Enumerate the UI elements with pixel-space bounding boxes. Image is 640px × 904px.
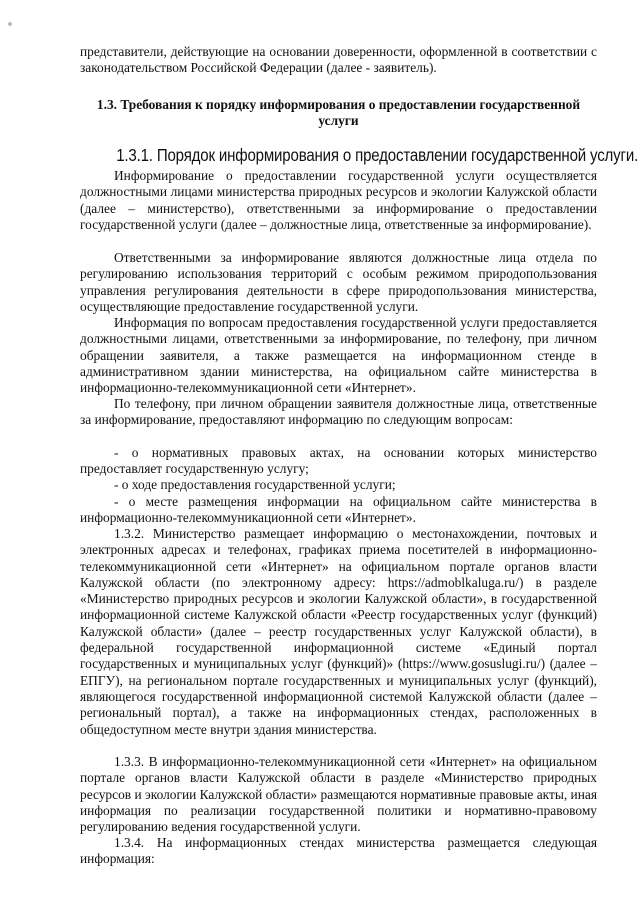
paragraph-responsible: Ответственными за информирование являются должностные лица отдела по регулированию использования территорий с особым режимом природопользования управления регулирования деятельности в сфере природопользования министерства, осуществляющие предоставление государственной услуги. xyxy=(80,250,597,314)
paragraph-informing: Информирование о предоставлении государственной услуги осуществляется должностными лицами министерства природных ресурсов и экологии Калужской области (далее – министерство), ответственными за информирование о предоставлении государственной услуги (далее – должностные лица, ответственные за информирование). xyxy=(80,168,597,232)
paragraph-1-3-3: 1.3.3. В информационно-телекоммуникационной сети «Интернет» на официальном портале органов власти Калужской области в разделе «Министерство природных ресурсов и экологии Калужской области» размещаются нормативные правовые акты, иная информация по реализации государственной политики и нормативно-правовому регулированию ведения государственной услуги. xyxy=(80,754,597,835)
subsection-title: 1.3.1. Порядок информирования о предоставлении государственной услуги. xyxy=(116,145,639,165)
paragraph-info-channels: Информация по вопросам предоставления государственной услуги предоставляется должностными лицами, ответственными за информирование, по телефону, при личном обращении заявителя, а также размещается на информационном стенде в административном здании министерства, на официальном сайте министерства в информационно-телекоммуникационной сети «Интернет». xyxy=(80,315,597,396)
section-title: 1.3. Требования к порядку информирования о предоставлении государственной услуги xyxy=(96,97,581,129)
bullet-website: - о месте размещения информации на официальном сайте министерства в информационно-телекоммуникационной сети «Интернет». xyxy=(80,494,597,526)
bullet-progress: - о ходе предоставления государственной услуги; xyxy=(114,477,396,492)
paragraph-1-3-2: 1.3.2. Министерство размещает информацию о местонахождении, почтовых и электронных адресах и телефонах, графиках приема посетителей в информационно-телекоммуникационной сети «Интернет» на официальном портале органов власти Калужской области (по электронному адресу: https://admoblkaluga.ru/) в разделе «Министерство природных ресурсов и экологии Калужской области», в государственной информационной системе Калужской области «Реестр государственных услуг (функций) Калужской области» (далее – реестр государственных услуг Калужской области), в федеральной государственной информационной системе «Единый портал государственных и муниципальных услуг (функций)» (https://www.gosuslugi.ru/) (далее – ЕПГУ), на региональном портале государственных и муниципальных услуг (функций), являющегося государственной информационной системой Калужской области (далее – региональный портал), а также на информационных стендах, расположенных в общедоступном месте внутри здания министерства. xyxy=(80,526,597,737)
bullet-normative-acts: - о нормативных правовых актах, на основании которых министерство предоставляет государственную услугу; xyxy=(80,445,597,477)
paragraph-1-3-4: 1.3.4. На информационных стендах министерства размещается следующая информация: xyxy=(80,835,597,867)
scan-speck xyxy=(8,22,12,26)
intro-paragraph: представители, действующие на основании доверенности, оформленной в соответствии с законодательством Российской Федерации (далее - заявитель). xyxy=(80,44,597,76)
paragraph-phone-questions: По телефону, при личном обращении заявителя должностные лица, ответственные за информирование, предоставляют информацию по следующим вопросам: xyxy=(80,396,597,428)
